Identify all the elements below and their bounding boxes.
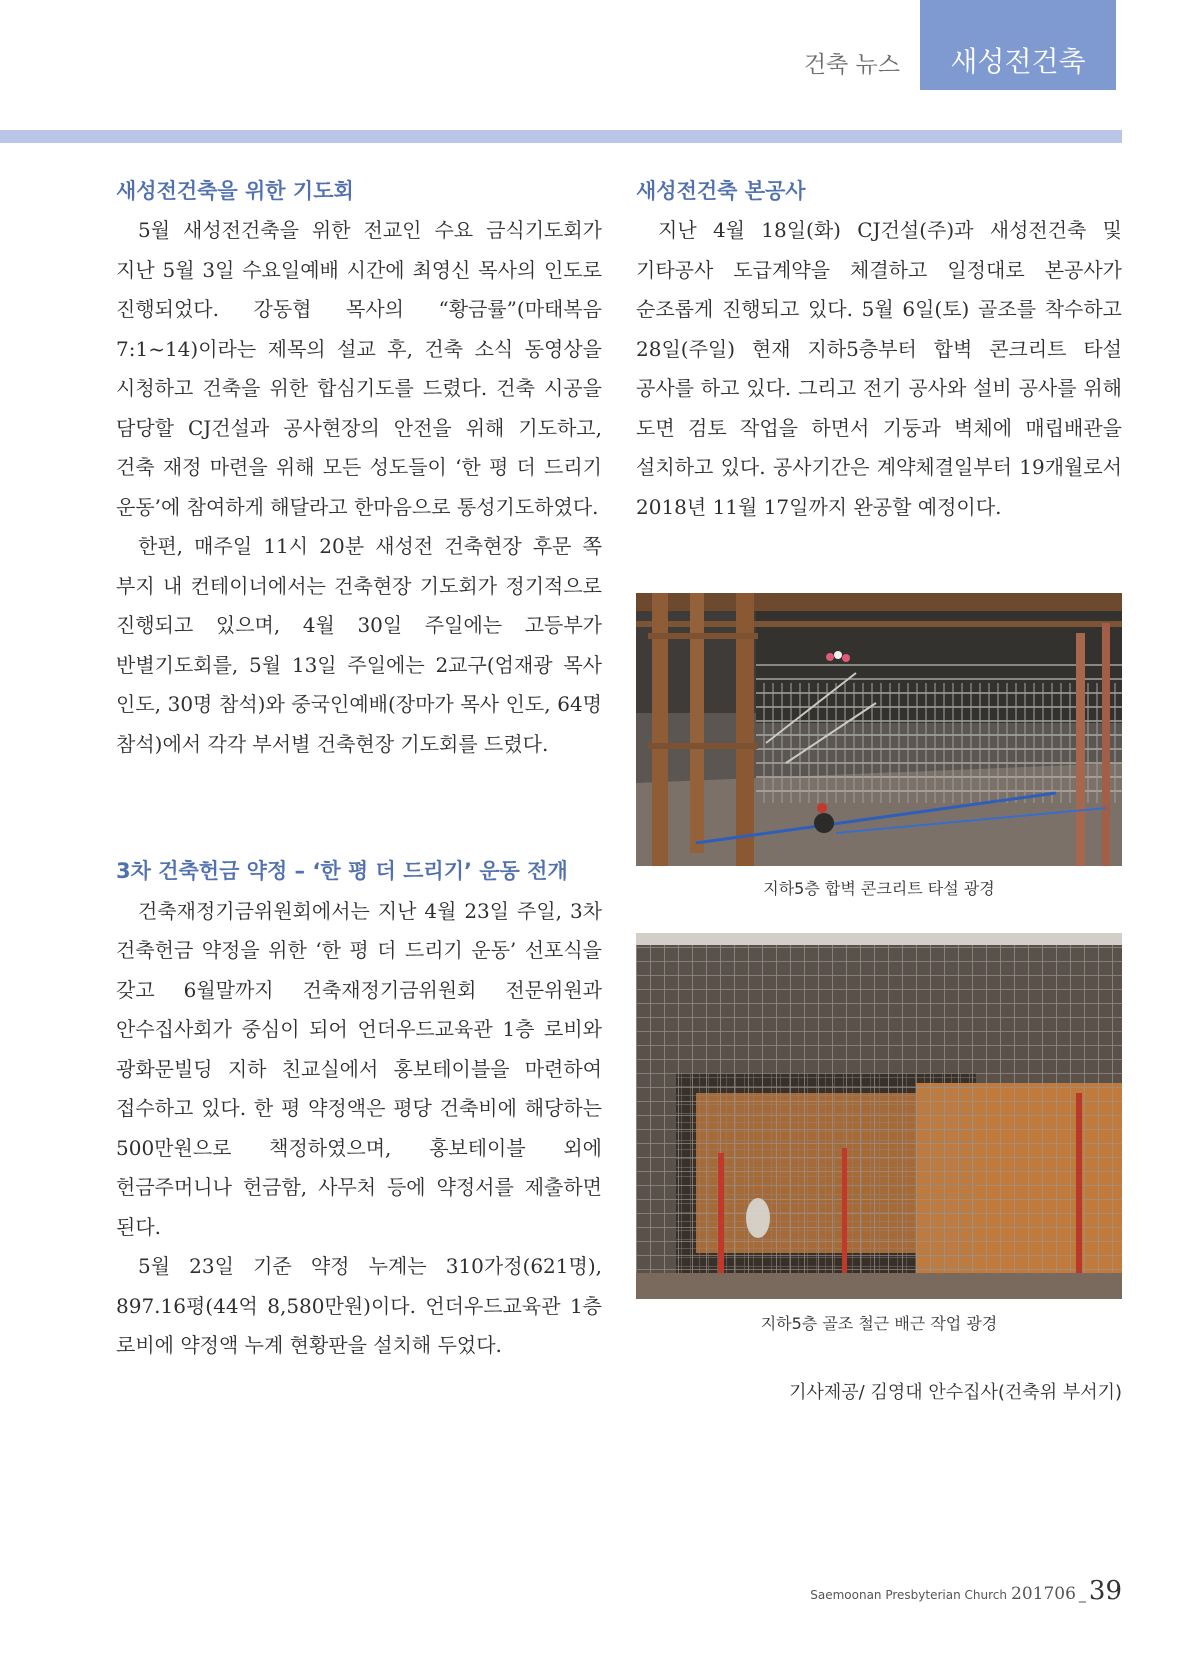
construction-photo-rebar — [636, 933, 1122, 1299]
article-paragraph: 5월 새성전건축을 위한 전교인 수요 금식기도회가 지난 5월 3일 수요일예배 시간에 최영신 목사의 인도로 진행되었다. 강동협 목사의 “황금률”(마태복음 7:1~14)이라는 제목의 설교 후, 건축 소식 동영상을 시청하고 건축을 위한 합심기도를 드렸다. 건축 시공을 담당할 CJ건설과 공사현장의 안전을 위해 기도하고, 건축 재정 마련을 위해 모든 성도들이 ‘한 평 더 드리기 운동’에 참여하게 해달라고 한마음으로 통성기도하였다. — [116, 218, 602, 519]
section-tab-label: 새성전건축 — [950, 45, 1086, 78]
photo-caption: 지하5층 합벽 콘크리트 타설 광경 — [763, 879, 995, 898]
footer-separator: _ — [1078, 1587, 1086, 1603]
section-label: 건축 뉴스 — [803, 52, 900, 78]
footer-org: Saemoonan Presbyterian Church — [810, 1588, 1007, 1602]
article-paragraph: 건축재정기금위원회에서는 지난 4월 23일 주일, 3차 건축헌금 약정을 위한 ‘한 평 더 드리기 운동’ 선포식을 갖고 6월말까지 건축재정기금위원회 전문위원과 안수집사회가 중심이 되어 언더우드교육관 1층 로비와 광화문빌딩 지하 친교실에서 홍보테이블을 마련하여 접수하고 있다. 한 평 약정액은 평당 건축비에 해당하는 500만원으로 책정하였으며, 홍보테이블 외에 헌금주머니나 헌금함, 사무처 등에 약정서를 제출하면 된다. — [116, 898, 602, 1239]
article-paragraph: 지난 4월 18일(화) CJ건설(주)과 새성전건축 및 기타공사 도급계약을 체결하고 일정대로 본공사가 순조롭게 진행되고 있다. 5월 6일(토) 골조를 착수하고 28일(주일) 현재 지하5층부터 합벽 콘크리트 타설 공사를 하고 있다. 그리고 전기 공사와 설비 공사를 위해 도면 검토 작업을 하면서 기둥과 벽체에 매립배관을 설치하고 있다. 공사기간은 계약체결일부터 19개월로서 2018년 11월 17일까지 완공할 예정이다. — [636, 218, 1122, 519]
photo-caption: 지하5층 골조 철근 배근 작업 광경 — [760, 1314, 998, 1333]
article-heading-main-construction: 새성전건축 본공사 — [636, 179, 806, 203]
page-number: 39 — [1088, 1576, 1122, 1606]
article-credit: 기사제공/ 김영대 안수집사(건축위 부서기) — [789, 1382, 1122, 1403]
article-paragraph: 한편, 매주일 11시 20분 새성전 건축현장 후문 쪽 부지 내 컨테이너에서는 건축현장 기도회가 정기적으로 진행되고 있으며, 4월 30일 주일에는 고등부가 반별기도회를, 5월 13일 주일에는 2교구(엄재광 목사 인도, 30명 참석)와 중국인예배(장마가 목사 인도, 64명 참석)에서 각각 부서별 건축현장 기도회를 드렸다. — [116, 534, 602, 756]
left-column — [116, 178, 602, 1366]
article-heading-prayer-meeting: 새성전건축을 위한 기도회 — [116, 179, 354, 203]
article-paragraph: 5월 23일 기준 약정 누계는 310가정(621명), 897.16평(44억 8,580만원)이다. 언더우드교육관 1층 로비에 약정액 누계 현황판을 설치해 두었다. — [116, 1254, 602, 1358]
article-heading-pledge: 3차 건축헌금 약정 – ‘한 평 더 드리기’ 운동 전개 — [116, 859, 568, 884]
section-tab — [920, 0, 1116, 90]
header-divider — [0, 130, 1122, 143]
footer-issue: 201706 — [1011, 1584, 1076, 1604]
construction-photo-concrete-wall — [636, 593, 1122, 866]
right-column — [636, 178, 1122, 527]
page-footer — [810, 1576, 1122, 1606]
